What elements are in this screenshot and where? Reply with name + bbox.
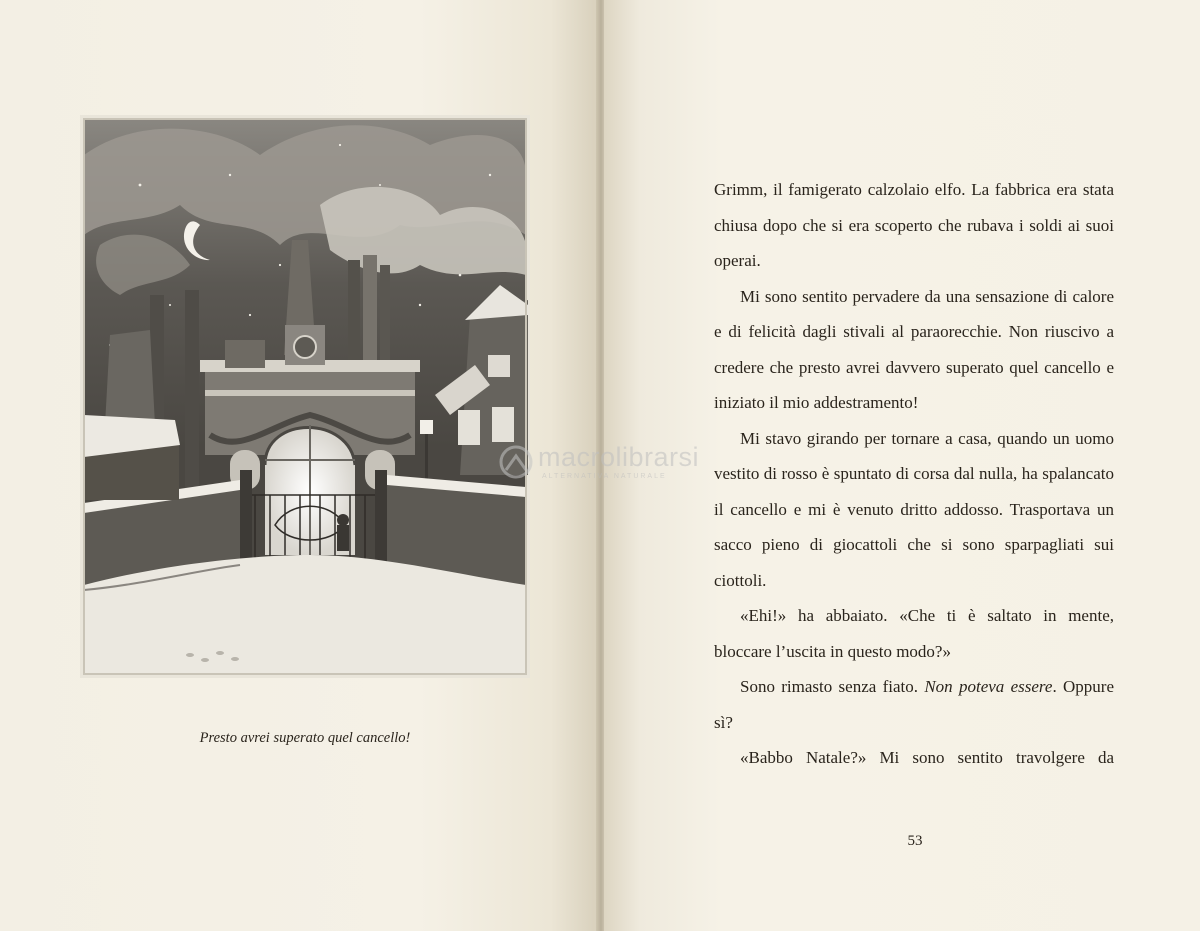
body-text <box>714 172 1114 776</box>
italic-phrase: Non poteva essere <box>924 677 1053 696</box>
paragraph-text: . Oppure sì? <box>714 677 1114 732</box>
paragraph: «Ehi!» ha abbaiato. «Che ti è saltato in mente, bloccare l’uscita in questo modo?» <box>714 606 1114 661</box>
watermark-subtitle: ALTERNATIVA NATURALE <box>542 473 667 480</box>
watermark <box>498 440 728 490</box>
paragraph: Grimm, il famigerato calzolaio elfo. La fabbrica era stata chiusa dopo che si era scoperto che rubava i soldi ai suoi operai. <box>714 180 1114 270</box>
factory-gate-illustration <box>80 115 530 678</box>
paragraph: Mi sono sentito pervadere da una sensazione di calore e di felicità dagli stivali al paraorecchie. Non riuscivo a credere che presto avrei davvero superato quel cancello e iniziato il mio addestramento! <box>714 286 1114 412</box>
paragraph: Mi stavo girando per tornare a casa, quando un uomo vestito di rosso è spuntato di corsa dal nulla, ha spalancato il cancello e mi è venuto dritto addosso. Trasportava un sacco pieno di giocattoli che si sono sparpagliati sui ciottoli. <box>714 428 1114 590</box>
watermark-title: macrolibrarsi <box>538 442 700 472</box>
illustration-caption: Presto avrei superato quel cancello! <box>199 730 411 746</box>
paragraph-text: Sono rimasto senza fiato. <box>740 677 925 696</box>
paragraph: «Babbo Natale?» Mi sono sentito travolgere da <box>740 748 1114 767</box>
paragraph <box>714 669 1114 740</box>
page-number: 53 <box>907 833 923 849</box>
watermark-logo-icon <box>498 444 534 480</box>
